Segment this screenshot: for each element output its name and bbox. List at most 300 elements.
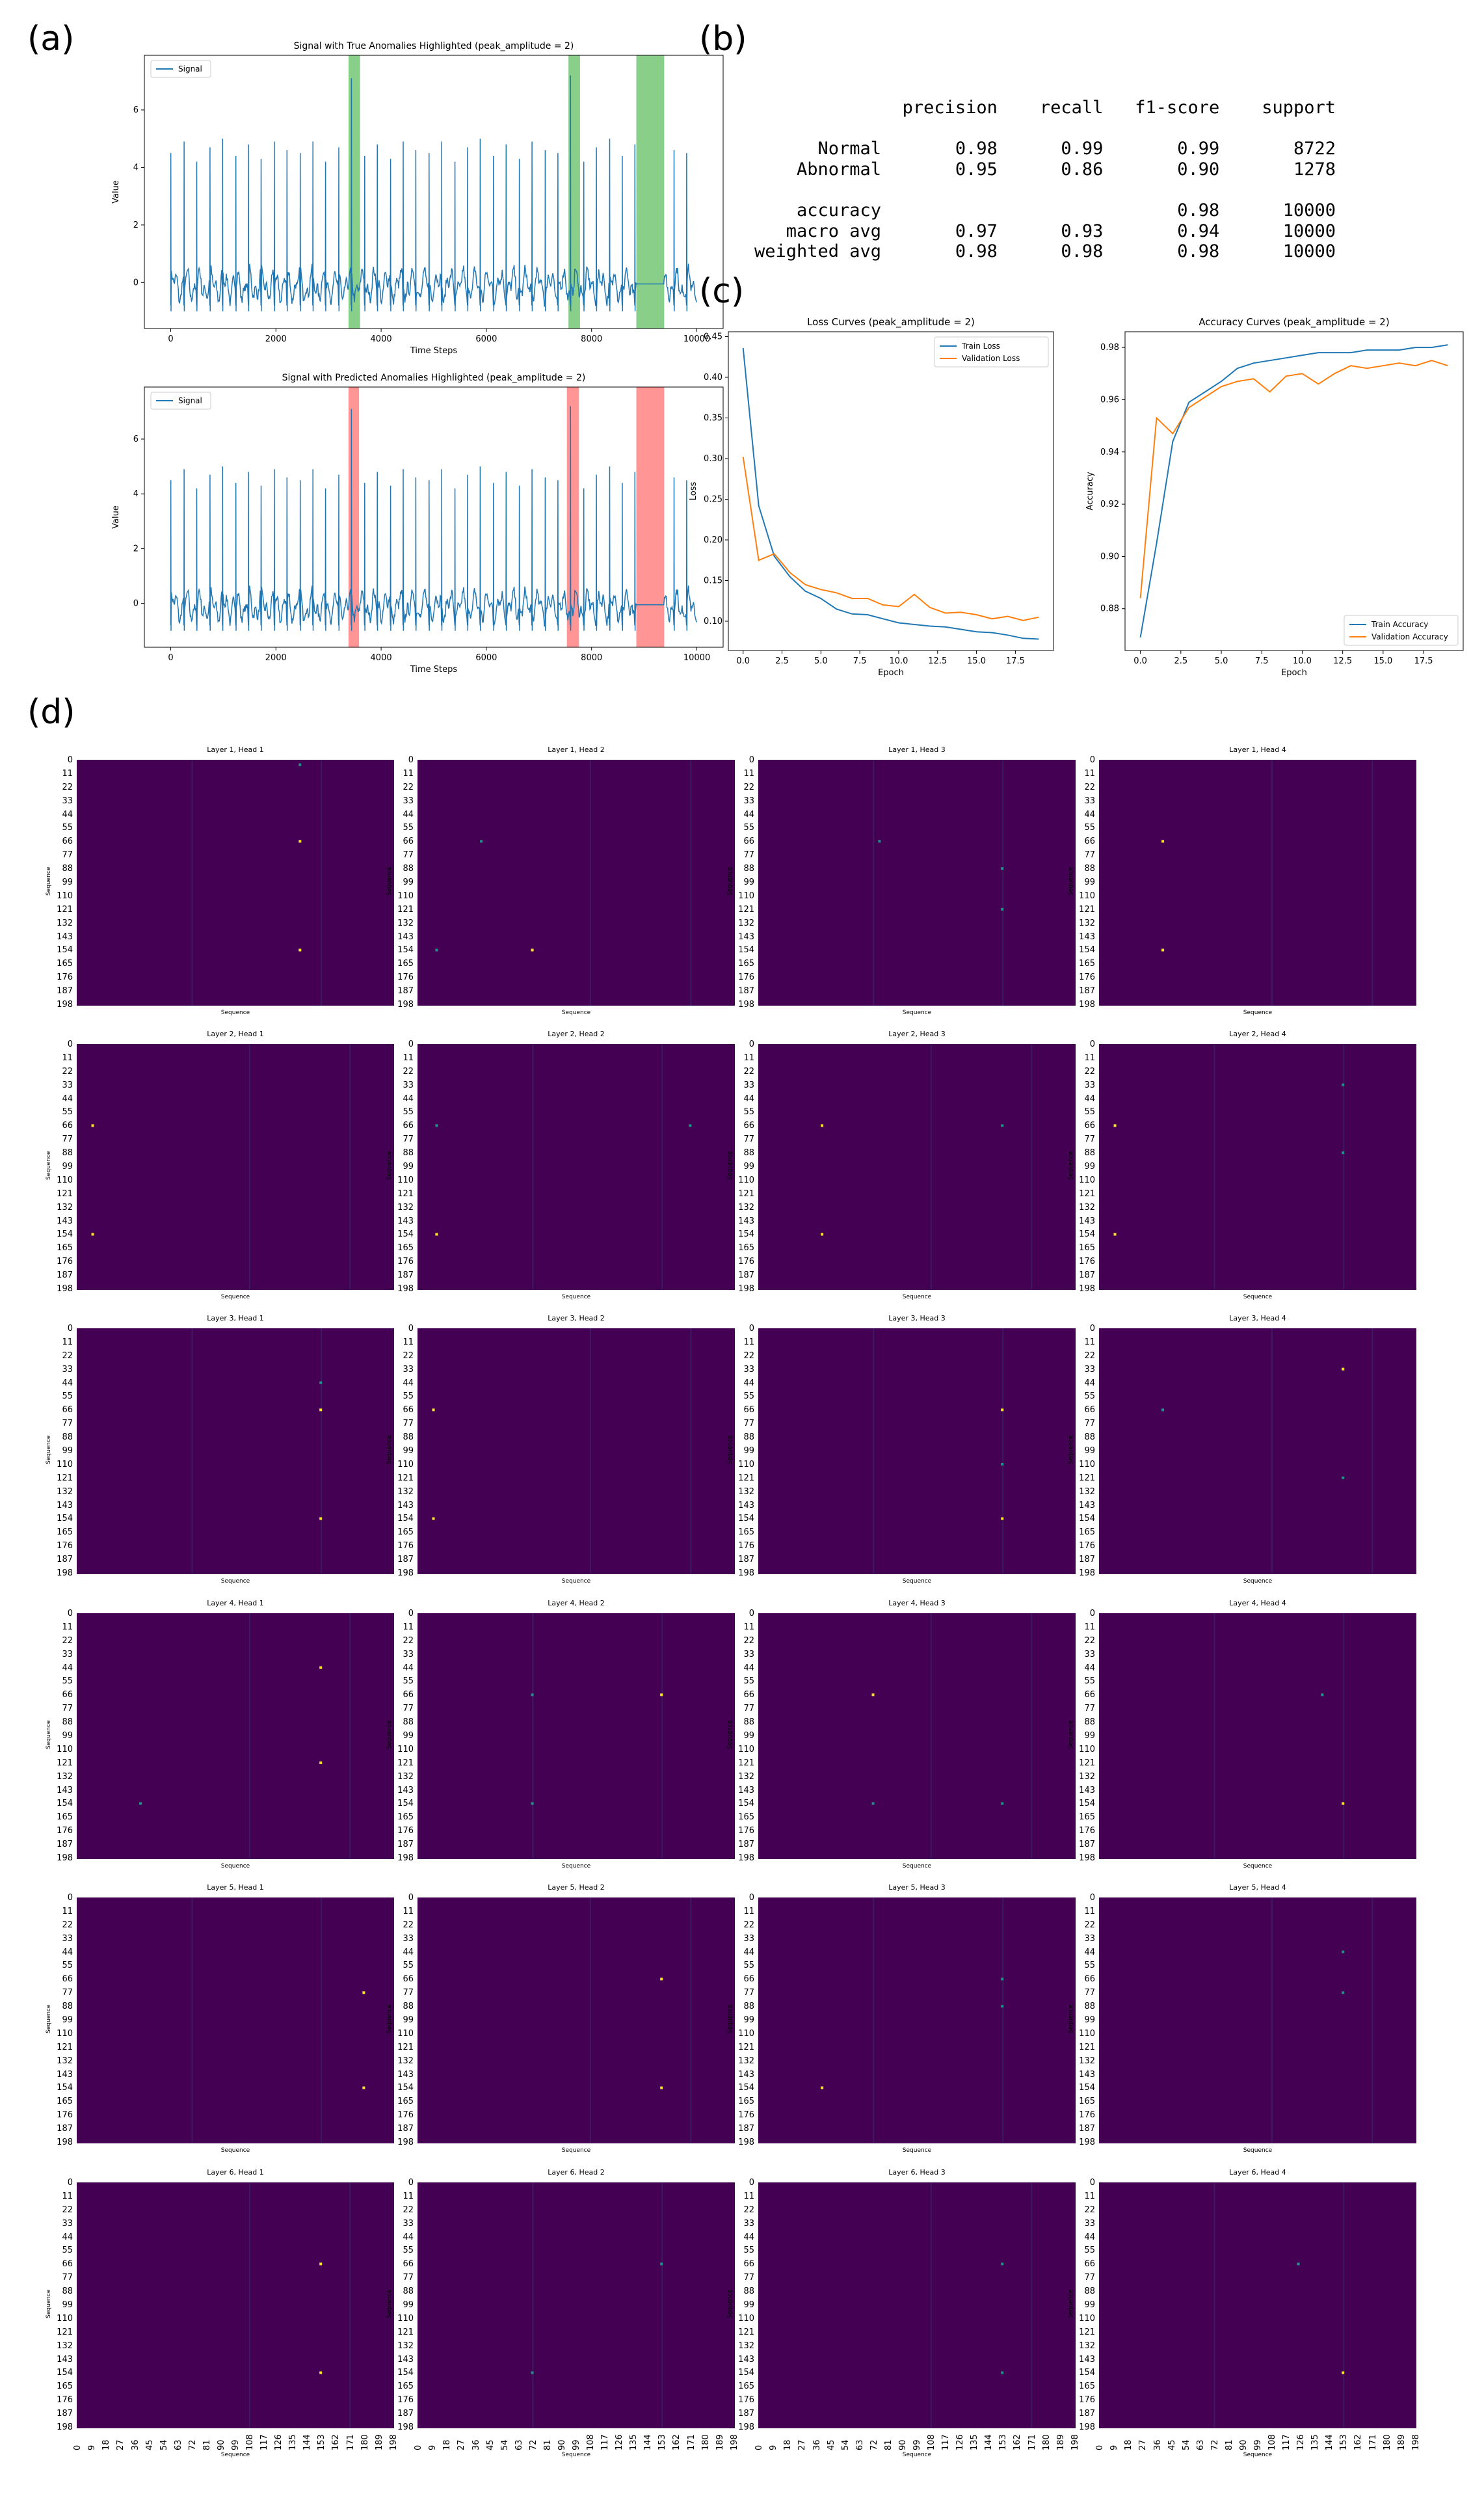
y-tick-label: 11 xyxy=(1084,1906,1095,1916)
heatmap-cell xyxy=(1342,1477,1344,1479)
y-axis-label: Sequence xyxy=(46,2004,52,2033)
x-tick-label: 117 xyxy=(941,2434,951,2450)
y-tick-label: 0 xyxy=(1089,2177,1095,2188)
y-tick-label: 154 xyxy=(397,1799,414,1809)
y-tick-label: 132 xyxy=(738,1202,754,1213)
legend-label: Signal xyxy=(178,396,202,405)
y-tick-label: 176 xyxy=(1079,1826,1095,1836)
y-tick-label: 198 xyxy=(57,1853,73,1864)
y-tick-label: 0.25 xyxy=(704,494,722,505)
y-tick-label: 88 xyxy=(743,864,754,874)
y-tick-label: 110 xyxy=(1079,2313,1095,2324)
heatmap-cell xyxy=(1342,1084,1344,1086)
y-tick-label: 11 xyxy=(1084,2191,1095,2201)
y-tick-label: 88 xyxy=(743,2002,754,2012)
y-tick-label: 66 xyxy=(403,1690,414,1700)
y-tick-label: 143 xyxy=(57,1500,73,1510)
y-tick-label: 66 xyxy=(743,837,754,847)
heatmap-cell xyxy=(1342,1803,1344,1805)
y-tick-label: 198 xyxy=(1079,2422,1095,2433)
y-tick-label: 187 xyxy=(397,2124,414,2134)
y-tick-label: 11 xyxy=(403,768,414,779)
y-tick-label: 77 xyxy=(403,1704,414,1714)
heatmap-title: Layer 3, Head 2 xyxy=(548,1314,605,1322)
y-tick-label: 99 xyxy=(403,2300,414,2310)
y-tick-label: 55 xyxy=(743,2246,754,2256)
x-tick-label: 144 xyxy=(302,2434,313,2450)
x-tick-label: 36 xyxy=(130,2439,140,2450)
y-tick-label: 66 xyxy=(1084,837,1095,847)
y-tick-label: 44 xyxy=(62,1378,73,1388)
y-tick-label: 77 xyxy=(743,1704,754,1714)
y-axis-label: Sequence xyxy=(46,1435,52,1464)
y-axis-label: Loss xyxy=(689,481,698,501)
y-tick-label: 0 xyxy=(133,598,139,609)
heatmap-cell xyxy=(660,1977,663,1980)
y-tick-label: 121 xyxy=(57,1188,73,1199)
heatmap-cell xyxy=(432,1408,435,1411)
y-tick-label: 110 xyxy=(1079,1744,1095,1754)
y-tick-label: 4 xyxy=(133,489,139,500)
y-tick-label: 77 xyxy=(1084,1419,1095,1429)
x-tick-label: 18 xyxy=(101,2439,112,2450)
y-tick-label: 55 xyxy=(403,2246,414,2256)
y-tick-label: 33 xyxy=(1084,1933,1095,1944)
x-tick-label: 5.0 xyxy=(1214,656,1228,666)
panel-label-c: (c) xyxy=(699,272,745,311)
y-axis-label: Sequence xyxy=(727,1151,734,1180)
y-tick-label: 66 xyxy=(743,1690,754,1700)
x-tick-label: 189 xyxy=(374,2434,384,2450)
x-axis-label: Sequence xyxy=(1243,1010,1273,1016)
y-tick-label: 0.45 xyxy=(704,332,722,342)
y-tick-label: 154 xyxy=(1079,2083,1095,2093)
x-tick-label: 2000 xyxy=(265,334,287,344)
x-tick-label: 144 xyxy=(643,2434,654,2450)
y-tick-label: 132 xyxy=(397,2340,414,2351)
y-tick-label: 187 xyxy=(1079,2409,1095,2419)
y-axis-label: Sequence xyxy=(727,1435,734,1464)
y-tick-label: 110 xyxy=(1079,1175,1095,1185)
y-tick-label: 44 xyxy=(743,1378,754,1388)
heatmap-cell xyxy=(1297,2262,1300,2265)
x-tick-label: 10.0 xyxy=(889,656,908,666)
y-tick-label: 121 xyxy=(738,2042,754,2052)
y-tick-label: 66 xyxy=(62,1690,73,1700)
y-tick-label: 176 xyxy=(397,972,414,983)
heatmap-title: Layer 2, Head 2 xyxy=(548,1030,605,1038)
x-tick-label: 7.5 xyxy=(1254,656,1269,666)
y-tick-label: 99 xyxy=(403,878,414,887)
panel-label-d: (d) xyxy=(27,693,75,732)
y-tick-label: 176 xyxy=(397,1541,414,1551)
x-tick-label: 54 xyxy=(840,2439,851,2450)
x-axis-label: Sequence xyxy=(220,1294,250,1300)
x-tick-label: 27 xyxy=(116,2439,126,2450)
heatmap-cell xyxy=(1161,840,1164,842)
y-tick-label: 110 xyxy=(1079,2028,1095,2039)
x-tick-label: 27 xyxy=(457,2439,467,2450)
series-line-0 xyxy=(743,348,1039,639)
y-tick-label: 154 xyxy=(57,2368,73,2378)
y-tick-label: 143 xyxy=(57,1785,73,1795)
heatmap-cells xyxy=(417,1613,735,1859)
y-tick-label: 66 xyxy=(1084,1690,1095,1700)
attention-heatmap xyxy=(46,1883,394,2168)
y-tick-label: 176 xyxy=(57,2395,73,2406)
y-tick-label: 176 xyxy=(1079,1257,1095,1267)
x-tick-label: 45 xyxy=(485,2439,496,2450)
x-axis-label: Sequence xyxy=(561,1863,591,1870)
heatmap-streak xyxy=(931,1613,932,1859)
x-tick-label: 153 xyxy=(657,2434,668,2450)
x-tick-label: 27 xyxy=(797,2439,808,2450)
y-tick-label: 132 xyxy=(397,1202,414,1213)
y-tick-label: 0.40 xyxy=(704,373,722,382)
y-tick-label: 143 xyxy=(738,1785,754,1795)
heatmap-cell xyxy=(435,1124,438,1127)
y-tick-label: 0 xyxy=(67,755,73,765)
y-tick-label: 11 xyxy=(403,1906,414,1916)
y-tick-label: 33 xyxy=(62,1364,73,1374)
heatmap-canvas xyxy=(77,1897,394,2143)
y-tick-label: 143 xyxy=(738,932,754,942)
attention-heatmap xyxy=(46,1599,394,1884)
y-tick-label: 110 xyxy=(738,1459,754,1469)
y-tick-label: 187 xyxy=(738,986,754,997)
heatmap-title: Layer 5, Head 3 xyxy=(888,1883,946,1892)
heatmap-cell xyxy=(1321,1693,1323,1696)
y-tick-label: 88 xyxy=(743,2286,754,2297)
x-tick-label: 171 xyxy=(686,2434,696,2450)
y-tick-label: 66 xyxy=(1084,1405,1095,1415)
y-tick-label: 0 xyxy=(749,2177,754,2188)
x-axis-label: Sequence xyxy=(1243,1863,1273,1870)
x-tick-label: 153 xyxy=(1339,2434,1349,2450)
y-tick-label: 77 xyxy=(1084,1704,1095,1714)
y-tick-label: 77 xyxy=(403,1988,414,1998)
y-tick-label: 110 xyxy=(738,891,754,901)
y-tick-label: 0.15 xyxy=(704,576,722,586)
x-axis-label: Sequence xyxy=(902,2452,932,2458)
heatmap-streak xyxy=(661,1613,663,1859)
heatmap-streak xyxy=(1371,1897,1373,2143)
signal-line xyxy=(171,75,697,312)
y-tick-label: 66 xyxy=(1084,2259,1095,2270)
x-tick-label: 6000 xyxy=(475,334,497,344)
heatmap-title: Layer 4, Head 2 xyxy=(548,1599,605,1607)
y-tick-label: 187 xyxy=(397,2409,414,2419)
heatmap-streak xyxy=(349,1044,351,1290)
y-tick-label: 88 xyxy=(62,1717,73,1728)
y-tick-label: 77 xyxy=(743,1134,754,1145)
y-axis-label: Sequence xyxy=(727,866,734,896)
x-tick-label: 135 xyxy=(629,2434,639,2450)
y-tick-label: 66 xyxy=(743,2259,754,2270)
heatmap-cells xyxy=(758,760,1076,1006)
y-tick-label: 132 xyxy=(1079,1771,1095,1782)
y-axis-label: Sequence xyxy=(1068,1435,1074,1464)
y-tick-label: 143 xyxy=(397,2354,414,2365)
heatmap-cell xyxy=(1001,1124,1003,1127)
heatmap-streak xyxy=(661,2182,663,2428)
heatmap-cell xyxy=(362,2087,365,2089)
y-tick-label: 165 xyxy=(738,959,754,969)
y-tick-label: 165 xyxy=(397,1527,414,1538)
heatmap-streak xyxy=(873,1897,875,2143)
y-tick-label: 121 xyxy=(738,1188,754,1199)
x-tick-label: 180 xyxy=(1382,2434,1392,2450)
y-tick-label: 132 xyxy=(1079,2340,1095,2351)
y-tick-label: 77 xyxy=(62,1988,73,1998)
x-axis-label: Epoch xyxy=(1281,668,1307,678)
y-tick-label: 0 xyxy=(749,1039,754,1049)
x-tick-label: 126 xyxy=(1296,2434,1306,2450)
y-tick-label: 22 xyxy=(1084,1066,1095,1077)
heatmap-title: Layer 5, Head 1 xyxy=(207,1883,264,1892)
y-tick-label: 44 xyxy=(403,1093,414,1104)
y-tick-label: 44 xyxy=(1084,809,1095,820)
y-tick-label: 33 xyxy=(743,1364,754,1374)
x-axis-label: Sequence xyxy=(561,2147,591,2154)
y-tick-label: 44 xyxy=(743,1093,754,1104)
y-tick-label: 77 xyxy=(62,2273,73,2283)
y-tick-label: 99 xyxy=(1084,2015,1095,2025)
y-tick-label: 143 xyxy=(397,1500,414,1510)
y-tick-label: 11 xyxy=(403,1622,414,1632)
heatmap-cell xyxy=(872,1803,875,1805)
heatmap-title: Layer 1, Head 2 xyxy=(548,745,605,754)
y-tick-label: 143 xyxy=(397,1785,414,1795)
y-tick-label: 0 xyxy=(67,1608,73,1618)
y-tick-label: 33 xyxy=(62,796,73,806)
heatmap-streak xyxy=(1031,1044,1032,1290)
x-tick-label: 9 xyxy=(769,2445,779,2450)
attention-heatmap xyxy=(386,1599,735,1884)
x-tick-label: 63 xyxy=(1195,2439,1206,2450)
heatmap-cell xyxy=(298,949,301,952)
y-tick-label: 22 xyxy=(403,2205,414,2215)
y-tick-label: 0.35 xyxy=(704,413,722,423)
y-tick-label: 187 xyxy=(57,1840,73,1850)
y-tick-label: 77 xyxy=(403,850,414,861)
y-tick-label: 4 xyxy=(133,163,139,173)
heatmap-title: Layer 3, Head 3 xyxy=(888,1314,946,1322)
y-tick-label: 99 xyxy=(62,1731,73,1741)
y-axis-label: Sequence xyxy=(46,1720,52,1749)
x-tick-label: 135 xyxy=(288,2434,298,2450)
heatmap-cells xyxy=(1099,2182,1416,2428)
y-tick-label: 77 xyxy=(1084,2273,1095,2283)
y-tick-label: 154 xyxy=(57,1229,73,1240)
y-tick-label: 110 xyxy=(397,1459,414,1469)
y-tick-label: 132 xyxy=(397,2056,414,2066)
y-tick-label: 143 xyxy=(397,2069,414,2080)
y-tick-label: 110 xyxy=(397,2313,414,2324)
y-tick-label: 88 xyxy=(403,864,414,874)
heatmap-title: Layer 1, Head 4 xyxy=(1229,745,1286,754)
heatmap-cell xyxy=(319,1762,322,1764)
y-tick-label: 88 xyxy=(1084,2002,1095,2012)
y-tick-label: 0.10 xyxy=(704,617,722,626)
x-tick-label: 189 xyxy=(715,2434,725,2450)
x-tick-label: 81 xyxy=(1224,2439,1234,2450)
y-tick-label: 99 xyxy=(403,1446,414,1456)
y-tick-label: 154 xyxy=(738,2083,754,2093)
heatmap-streak xyxy=(690,1328,691,1574)
y-tick-label: 22 xyxy=(1084,1920,1095,1930)
y-tick-label: 11 xyxy=(1084,1337,1095,1347)
heatmap-canvas xyxy=(417,2182,735,2428)
y-tick-label: 88 xyxy=(403,2002,414,2012)
y-axis-label: Sequence xyxy=(386,866,393,896)
attention-heatmap xyxy=(46,745,394,1030)
y-tick-label: 55 xyxy=(403,1107,414,1118)
y-tick-label: 121 xyxy=(57,1758,73,1768)
y-tick-label: 66 xyxy=(403,1974,414,1985)
y-tick-label: 55 xyxy=(62,1107,73,1118)
y-tick-label: 44 xyxy=(1084,1378,1095,1388)
attention-heatmap xyxy=(386,2168,739,2458)
attention-heatmap xyxy=(727,1030,1076,1315)
y-tick-label: 143 xyxy=(57,2069,73,2080)
y-tick-label: 187 xyxy=(57,1555,73,1565)
y-tick-label: 11 xyxy=(403,2191,414,2201)
y-tick-label: 88 xyxy=(743,1432,754,1443)
y-tick-label: 110 xyxy=(1079,1459,1095,1469)
y-tick-label: 198 xyxy=(397,1000,414,1010)
attention-heatmap xyxy=(1068,1314,1416,1599)
heatmap-cell xyxy=(319,1518,322,1520)
heatmap-cell xyxy=(821,2087,823,2089)
y-tick-label: 154 xyxy=(1079,1799,1095,1809)
heatmap-cells xyxy=(417,1328,735,1574)
attention-heatmap xyxy=(386,1314,735,1599)
x-axis-label: Sequence xyxy=(1243,2147,1273,2154)
heatmap-cell xyxy=(92,1233,94,1236)
heatmap-title: Layer 4, Head 3 xyxy=(888,1599,946,1607)
y-tick-label: 33 xyxy=(403,1364,414,1374)
x-tick-label: 45 xyxy=(826,2439,836,2450)
heatmap-cell xyxy=(531,1803,534,1805)
heatmap-cell xyxy=(1001,908,1003,911)
y-tick-label: 55 xyxy=(743,823,754,833)
y-tick-label: 121 xyxy=(738,1473,754,1483)
heatmap-streak xyxy=(873,760,875,1006)
y-tick-label: 88 xyxy=(1084,1148,1095,1159)
heatmap-streak xyxy=(1214,1613,1215,1859)
heatmap-canvas xyxy=(417,760,735,1006)
y-tick-label: 187 xyxy=(1079,986,1095,997)
y-axis-label: Sequence xyxy=(1068,1720,1074,1749)
y-tick-label: 0 xyxy=(1089,1892,1095,1903)
y-tick-label: 55 xyxy=(62,1391,73,1402)
y-tick-label: 66 xyxy=(403,2259,414,2270)
chart-title: Signal with Predicted Anomalies Highlighted (peak_amplitude = 2) xyxy=(282,373,586,383)
y-tick-label: 0.20 xyxy=(704,535,722,545)
y-tick-label: 132 xyxy=(57,2340,73,2351)
y-tick-label: 22 xyxy=(62,1066,73,1077)
y-tick-label: 198 xyxy=(738,1568,754,1579)
y-tick-label: 187 xyxy=(397,1270,414,1281)
anomaly-span xyxy=(637,387,665,647)
heatmap-streak xyxy=(1214,1044,1215,1290)
y-tick-label: 88 xyxy=(403,2286,414,2297)
y-tick-label: 0 xyxy=(1089,1039,1095,1049)
y-tick-label: 121 xyxy=(57,1473,73,1483)
x-tick-label: 117 xyxy=(600,2434,611,2450)
heatmap-title: Layer 2, Head 3 xyxy=(888,1030,946,1038)
y-tick-label: 0 xyxy=(67,2177,73,2188)
y-tick-label: 121 xyxy=(57,904,73,915)
y-tick-label: 44 xyxy=(743,1663,754,1673)
heatmap-streak xyxy=(590,1897,591,2143)
heatmap-cell xyxy=(531,949,534,952)
series-line-1 xyxy=(743,457,1039,621)
heatmap-canvas xyxy=(1099,1044,1416,1290)
y-tick-label: 0 xyxy=(133,278,139,288)
x-tick-label: 72 xyxy=(187,2439,198,2450)
heatmap-canvas xyxy=(77,1613,394,1859)
attention-heatmap xyxy=(386,745,735,1030)
y-tick-label: 154 xyxy=(738,1514,754,1524)
y-tick-label: 165 xyxy=(57,959,73,969)
heatmap-cell xyxy=(1342,1991,1344,1994)
x-axis-label: Sequence xyxy=(902,1578,932,1585)
y-tick-label: 22 xyxy=(743,1920,754,1930)
heatmap-streak xyxy=(192,1897,193,2143)
heatmap-cells xyxy=(77,2182,394,2428)
y-tick-label: 66 xyxy=(62,1974,73,1985)
y-tick-label: 33 xyxy=(743,1080,754,1090)
y-tick-label: 198 xyxy=(397,1284,414,1294)
y-tick-label: 187 xyxy=(738,2409,754,2419)
y-tick-label: 99 xyxy=(743,878,754,887)
heatmap-cell xyxy=(1001,2372,1003,2374)
x-axis-label: Sequence xyxy=(902,1863,932,1870)
y-tick-label: 11 xyxy=(62,2191,73,2201)
y-tick-label: 55 xyxy=(1084,1107,1095,1118)
y-tick-label: 154 xyxy=(397,1229,414,1240)
y-tick-label: 88 xyxy=(62,2002,73,2012)
y-tick-label: 55 xyxy=(403,823,414,833)
y-tick-label: 143 xyxy=(397,932,414,942)
heatmap-cell xyxy=(435,1233,438,1236)
y-tick-label: 154 xyxy=(397,2083,414,2093)
x-axis-label: Time Steps xyxy=(410,346,458,356)
heatmap-title: Layer 3, Head 4 xyxy=(1229,1314,1286,1322)
y-tick-label: 121 xyxy=(1079,1188,1095,1199)
y-tick-label: 66 xyxy=(403,1405,414,1415)
y-tick-label: 132 xyxy=(738,2056,754,2066)
y-tick-label: 99 xyxy=(62,1446,73,1456)
y-tick-label: 44 xyxy=(743,2232,754,2242)
x-tick-label: 81 xyxy=(202,2439,212,2450)
y-tick-label: 187 xyxy=(738,1270,754,1281)
y-tick-label: 198 xyxy=(1079,2138,1095,2148)
x-tick-label: 0 xyxy=(168,653,174,663)
heatmap-streak xyxy=(1371,1328,1373,1574)
y-tick-label: 110 xyxy=(738,2313,754,2324)
heatmap-title: Layer 6, Head 1 xyxy=(207,2168,264,2177)
anomaly-span xyxy=(637,55,665,328)
y-tick-label: 77 xyxy=(62,1704,73,1714)
y-tick-label: 22 xyxy=(743,1350,754,1361)
y-tick-label: 33 xyxy=(62,1933,73,1944)
y-tick-label: 33 xyxy=(62,1649,73,1659)
x-tick-label: 90 xyxy=(1238,2439,1249,2450)
x-tick-label: 18 xyxy=(442,2439,453,2450)
